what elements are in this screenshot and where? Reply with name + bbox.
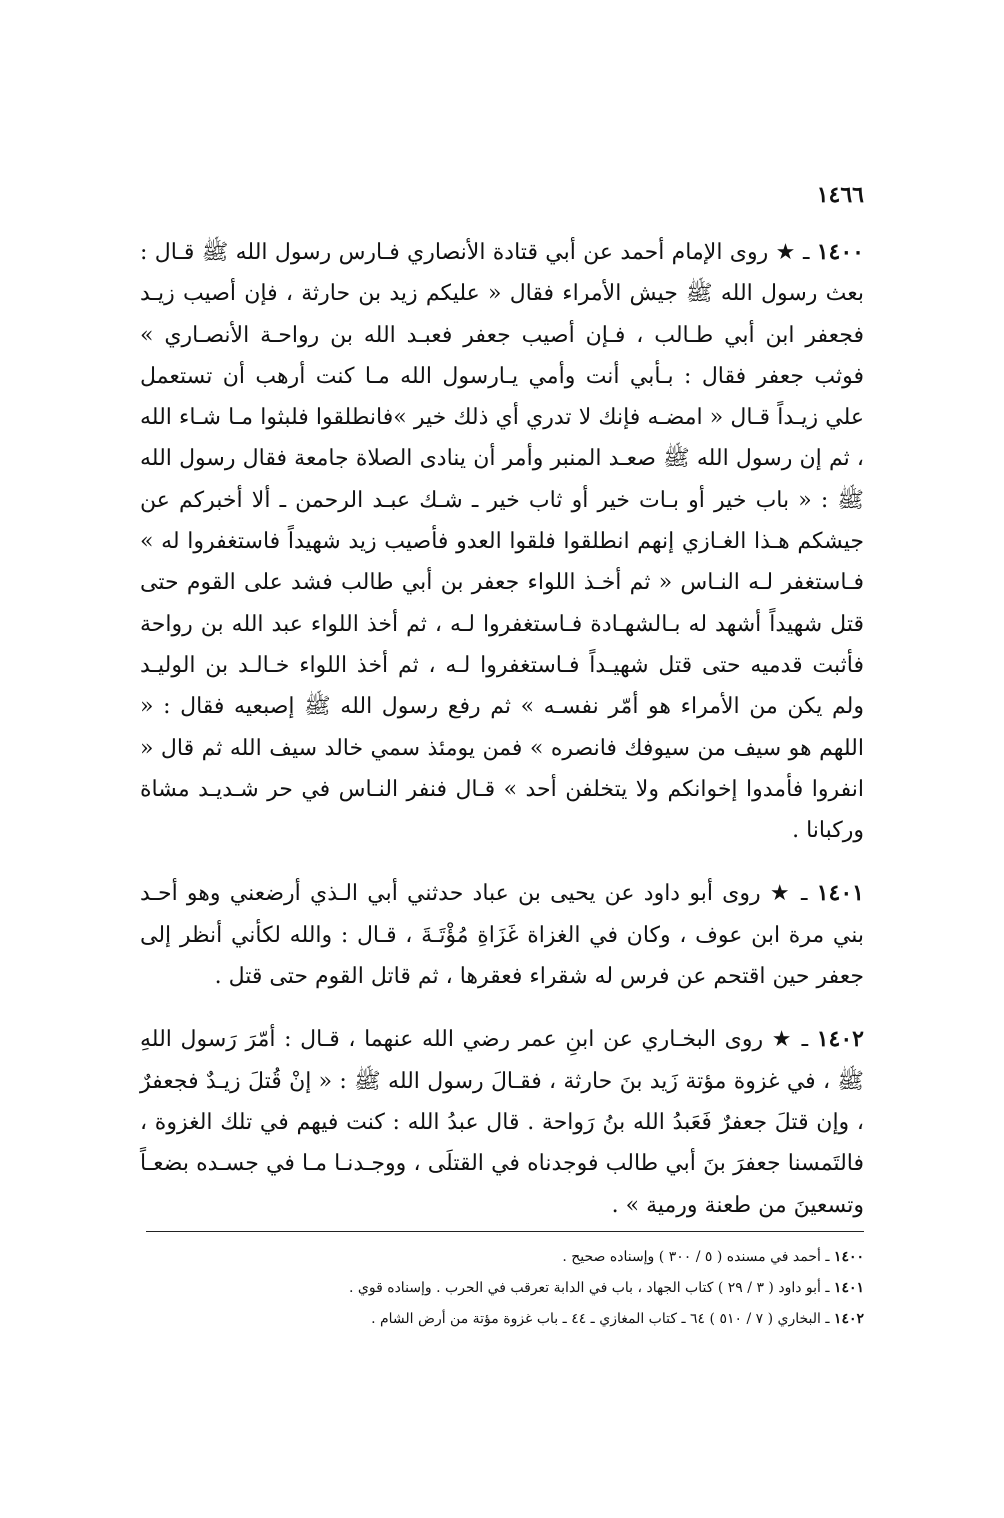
footnote-1402	[140, 1305, 864, 1333]
hadith-paragraph-1401	[140, 873, 864, 997]
hadith-paragraph-1402	[140, 1019, 864, 1225]
footnote-number: ١٤٠٠	[833, 1249, 864, 1265]
page-number: ١٤٦٦	[816, 182, 864, 208]
hadith-text: ـ ★ روى أبو داود عن يحيى بن عباد حدثني أبي الـذي أرضعني وهو أحـد بني مرة ابن عوف ، وكان في الغزاة غَزَاةِ مُؤْتَـةَ ، قـال : والله لكأني أنظر إلى جعفر حين اقتحم عن فرس له شقراء فعقرها ، ثم قاتل القوم حتى قتل .	[140, 881, 864, 990]
hadith-number: ١٤٠٠	[816, 239, 864, 265]
footnote-text: ـ أبو داود ( ٣ / ٢٩ ) كتاب الجهاد ، باب في الدابة تعرقب في الحرب . وإسناده قوي .	[349, 1280, 834, 1296]
footnote-1400	[140, 1243, 864, 1271]
hadith-text: ـ ★ روى الإمام أحمد عن أبي قتادة الأنصاري فـارس رسول الله ﷺ قـال : بعث رسول الله ﷺ جيش الأمراء فقال « عليكم زيد بن حارثة ، فإن أصيب زيـد فجعفر ابن أبي طـالب ، فـإن أصيب جعفر فعبـد الله بن رواحـة الأنصـاري » فوثب جعفر فقال : بـأبي أنت وأمي يـارسول الله مـا كنت أرهب أن تستعمل علي زيـداً قـال « امضـه فإنك لا تدري أي ذلك خير »فانطلقوا فلبثوا مـا شـاء الله ، ثم إن رسول الله ﷺ صعـد المنبر وأمر أن ينادى الصلاة جامعة فقال رسول الله ﷺ : « باب خير أو بـات خير أو ثاب خير ـ شـك عبـد الرحمن ـ ألا أخبركم عن جيشكم هـذا الغـازي إنهم انطلقوا فلقوا العدو فأصيب زيد شهيداً فاستغفروا له » فـاستغفر لـه النـاس « ثم أخـذ اللواء جعفر بن أبي طالب فشد على القوم حتى قتل شهيداً أشهد له بـالشهـادة فـاستغفروا لـه ، ثم أخذ اللواء عبد الله بن رواحة فأثبت قدميه حتى قتل شهيـداً فـاستغفروا لـه ، ثم أخذ اللواء خـالـد بن الوليـد ولم يكن من الأمراء هو أمّر نفسـه » ثم رفع رسول الله ﷺ إصبعيه فقال : « اللهم هو سيف من سيوفك فانصره » فمن يومئذ سمي خالد سيف الله ثم قال « انفروا فأمدوا إخوانكم ولا يتخلفن أحد » قـال فنفر النـاس في حر شـديـد مشاة وركبانا .	[140, 240, 864, 844]
footnote-1401	[140, 1274, 864, 1302]
footnote-text: ـ البخاري ( ٧ / ٥١٠ ) ٦٤ ـ كتاب المغازي ـ ٤٤ ـ باب غزوة مؤتة من أرض الشام .	[371, 1311, 834, 1327]
footnote-number: ١٤٠١	[833, 1280, 864, 1296]
hadith-paragraph-1400	[140, 232, 864, 851]
footnote-number: ١٤٠٢	[833, 1311, 864, 1327]
hadith-number: ١٤٠١	[816, 880, 864, 907]
main-text	[140, 232, 864, 1226]
footnotes	[140, 1243, 864, 1333]
hadith-text: ـ ★ روى البخـاري عن ابنِ عمر رضي الله عنهما ، قـال : أمّرَ رَسول اللهِ ﷺ ، في غزوة مؤتة زَيد بنَ حارثة ، فقـالَ رسول الله ﷺ : « إنْ قُتلَ زيـدٌ فجعفرٌ ، وإن قتلَ جعفرٌ فَعَبدُ الله بنُ رَواحة . قال عبدُ الله : كنت فيهم في تلك الغزوة ، فالتَمسنا جعفرَ بنَ أبي طالب فوجدناه في القتلَى ، ووجـدنـا مـا في جسـده بضعـاً وتسعينَ من طعنة ورمية » .	[140, 1027, 864, 1218]
hadith-number: ١٤٠٢	[816, 1026, 864, 1053]
footnote-divider	[146, 1231, 864, 1232]
footnote-text: ـ أحمد في مسنده ( ٥ / ٣٠٠ ) وإسناده صحيح .	[562, 1249, 834, 1265]
